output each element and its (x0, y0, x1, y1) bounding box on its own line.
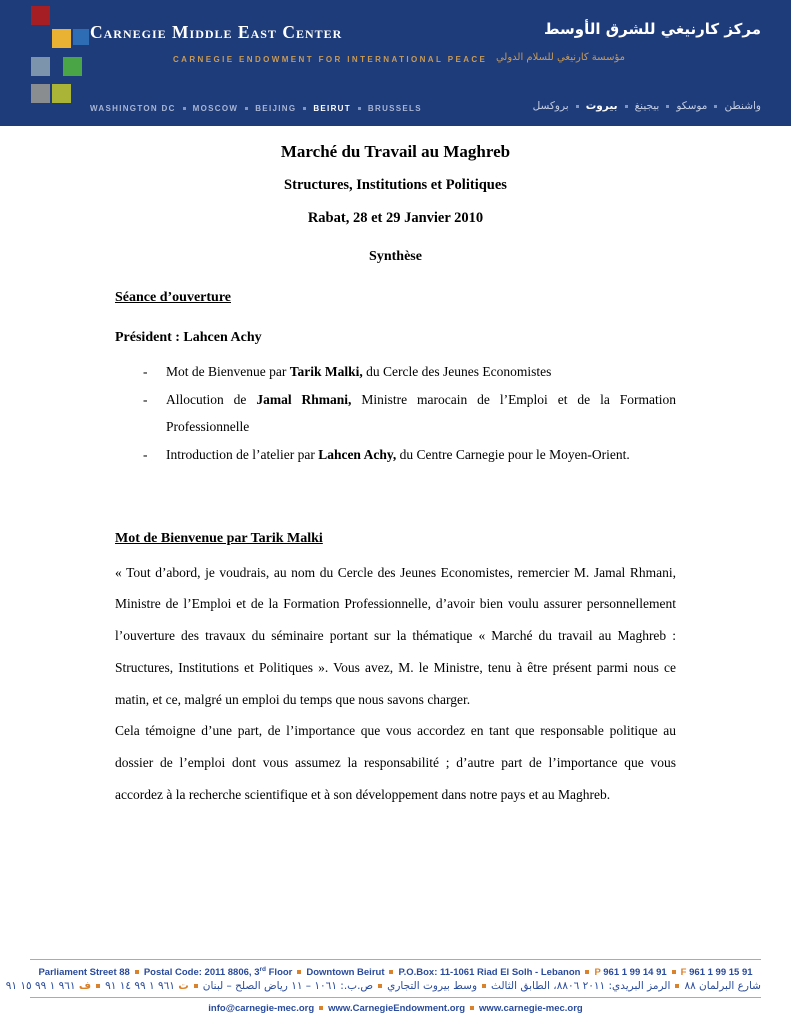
logo-square-blue (73, 29, 89, 45)
phone-label-ar: ت (178, 980, 189, 992)
cities-list-en (90, 104, 422, 113)
logo-square-red (31, 6, 50, 25)
city-beijing: BEIJING (255, 104, 297, 113)
footer-ordinal-suffix: rd (259, 965, 266, 973)
phone-number: 961 1 99 14 91 (603, 967, 667, 978)
city-beirut: BEIRUT (313, 104, 351, 113)
bullet-item-introduction (143, 441, 676, 469)
square-separator-icon (96, 984, 100, 988)
phone-label: P (594, 967, 601, 978)
letterhead-footer (5, 959, 761, 1014)
city-moscow-ar: موسكو (676, 100, 708, 112)
logo-square-yellow (52, 29, 71, 48)
square-separator-icon (625, 105, 628, 108)
opening-bullet-list (115, 358, 676, 469)
bullet-text: Mot de Bienvenue par (166, 364, 290, 379)
square-separator-icon (245, 107, 248, 110)
welcome-section-heading: Mot de Bienvenue par Tarik Malki (115, 530, 323, 546)
square-separator-icon (319, 1006, 323, 1010)
square-separator-icon (135, 970, 139, 974)
square-separator-icon (378, 984, 382, 988)
logo-square-gray (31, 84, 50, 103)
square-separator-icon (358, 107, 361, 110)
footer-address-en (30, 966, 761, 978)
logo-square-olive (52, 84, 71, 103)
footer-links (30, 1003, 761, 1014)
paragraph-1: « Tout d’abord, je voudrais, au nom du Cercle des Jeunes Economistes, remercier M. Jamal Rhmani, Ministre de l’Emploi et de la Formation Professionnelle, d’avoir bien voulu assurer personnellement l’ouverture des travaux du séminaire portant sur la thématique « Marché du travail au Maghreb : Structures, Institutions et Politiques ». Vous avez, M. le Ministre, tenu à être présent parmi nous ce matin, et ce, malgré un emploi du temps que nous savons charger. (115, 564, 676, 707)
letterhead-header (0, 0, 791, 126)
fax-label: F (680, 967, 687, 978)
bullet-item-allocution (143, 386, 676, 441)
doc-date-line: Rabat, 28 et 29 Janvier 2010 (307, 210, 484, 226)
footer-postal-text: Floor (265, 967, 293, 978)
city-beijing-ar: بيجينغ (634, 100, 660, 112)
city-washington-ar: واشنطن (724, 100, 761, 112)
center-name-en: Carnegie Middle East Center (90, 22, 343, 42)
mec-site-link[interactable]: www.carnegie-mec.org (479, 1003, 583, 1014)
fax-number: 961 1 99 15 91 (689, 967, 753, 978)
square-separator-icon (666, 105, 669, 108)
email-link[interactable]: info@carnegie-mec.org (208, 1003, 315, 1014)
endowment-name-ar: مؤسسة كارنيغي للسلام الدولي (495, 52, 625, 63)
doc-title: Marché du Travail au Maghreb (280, 142, 511, 161)
fax-number-ar: ٩٦١ ١ ٩٩ ١٥ ٩١ (5, 980, 76, 992)
endowment-name-en: CARNEGIE ENDOWMENT FOR INTERNATIONAL PEACE (173, 55, 488, 64)
footer-bottom-rule (30, 997, 761, 998)
square-separator-icon (389, 970, 393, 974)
square-separator-icon (714, 105, 717, 108)
footer-postal-ar: الرمز البريدي: ٢٠١١ ٨٨٠٦، الطابق الثالث (491, 980, 671, 992)
footer-street: Parliament Street 88 (38, 967, 130, 978)
bullet-text: Ministre marocain de l’Emploi et de la Formation Professionnelle (166, 391, 676, 435)
footer-top-rule (30, 959, 761, 960)
bullet-speaker-name: Jamal Rhmani, (256, 391, 352, 407)
bullet-text: Allocution de (166, 391, 257, 407)
city-beirut-ar: بيروت (585, 100, 618, 112)
square-separator-icon (194, 984, 198, 988)
president-line: Président : Lahcen Achy (115, 330, 262, 345)
carnegie-logo (0, 0, 95, 126)
city-brussels-ar: بروكسل (532, 100, 569, 112)
logo-square-slate (31, 57, 50, 76)
square-separator-icon (183, 107, 186, 110)
footer-pobox-ar: ص.ب.: ١٠٦١ – ١١ رياض الصلح – لبنان (202, 980, 374, 992)
square-separator-icon (482, 984, 486, 988)
footer-postal-text: Postal Code: 2011 8806, 3 (143, 967, 260, 978)
bullet-text: du Cercle des Jeunes Economistes (362, 364, 552, 379)
center-name-ar: مركز كارنيغي للشرق الأوسط (543, 20, 761, 38)
footer-district: Downtown Beirut (306, 967, 385, 978)
phone-number-ar: ٩٦١ ١ ٩٩ ١٤ ٩١ (105, 980, 175, 992)
city-brussels: BRUSSELS (367, 104, 422, 113)
footer-street-ar: شارع البرلمان ٨٨ (684, 980, 761, 992)
square-separator-icon (672, 970, 676, 974)
cities-list-ar (533, 100, 761, 112)
city-moscow: MOSCOW (192, 104, 239, 113)
square-separator-icon (303, 107, 306, 110)
synthese-label: Synthèse (369, 249, 422, 264)
footer-address-ar (5, 980, 761, 992)
square-separator-icon (675, 984, 679, 988)
footer-pobox: P.O.Box: 11-1061 Riad El Solh - Lebanon (398, 967, 581, 978)
bullet-text: du Centre Carnegie pour le Moyen-Orient. (396, 447, 630, 463)
fax-label-ar: ف (78, 980, 92, 992)
endowment-site-link[interactable]: www.CarnegieEndowment.org (328, 1003, 466, 1014)
doc-subtitle: Structures, Institutions et Politiques (284, 177, 507, 193)
bullet-speaker-name: Tarik Malki, (289, 364, 363, 379)
square-separator-icon (585, 970, 589, 974)
document-body (115, 126, 676, 810)
opening-session-heading: Séance d’ouverture (115, 290, 231, 305)
bullet-speaker-name: Lahcen Achy, (318, 447, 397, 463)
paragraph-2: Cela témoigne d’une part, de l’importance que vous accordez en tant que responsable politique au dossier de l’emploi dont vous assumez la responsabilité ; d’autre part de l’importance que vous accordez à la recherche scientifique et à son développement dans notre pays et au Maghreb. (115, 723, 676, 802)
bullet-item-welcome (143, 358, 676, 386)
square-separator-icon (297, 970, 301, 974)
square-separator-icon (576, 105, 579, 108)
bullet-text: Introduction de l’atelier par (166, 447, 319, 463)
square-separator-icon (470, 1006, 474, 1010)
footer-district-ar: وسط بيروت التجاري (387, 980, 478, 992)
city-washington-dc: WASHINGTON DC (90, 104, 176, 113)
logo-square-green (63, 57, 82, 76)
footer-postal (144, 967, 293, 978)
